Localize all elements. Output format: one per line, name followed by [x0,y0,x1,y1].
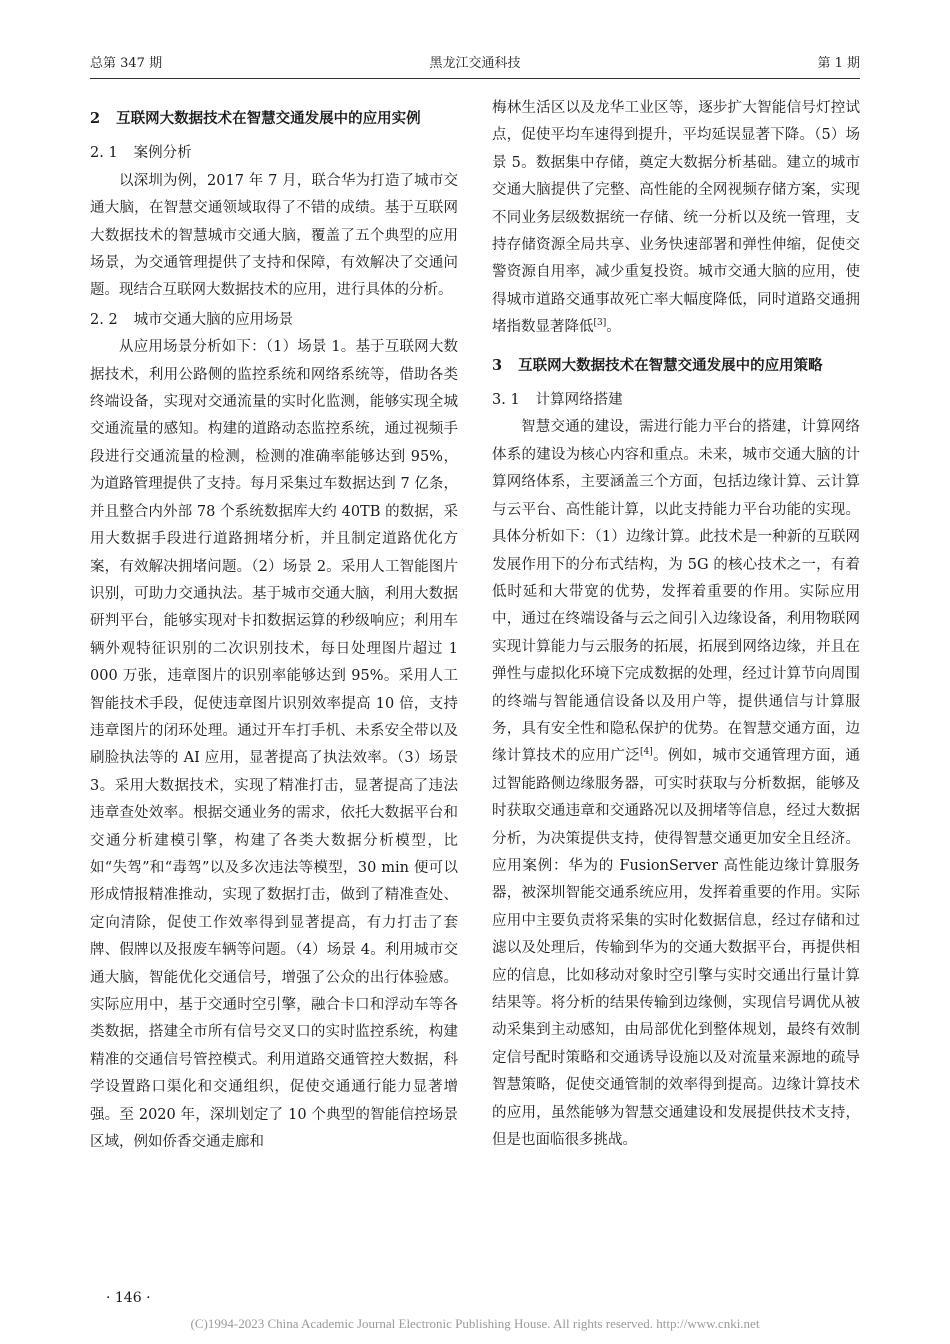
section-3-heading [492,352,860,379]
subsection-2-2-heading [90,307,458,334]
subsection-title: 城市交通大脑的应用场景 [133,311,294,328]
header-issue-number: 第 1 期 [817,56,860,71]
section-title: 互联网大数据技术在智慧交通发展中的应用实例 [116,110,421,127]
citation-ref-3: [3] [593,318,607,329]
header-issue: 总第 347 期 [90,56,163,71]
page-number: · 146 · [106,1290,151,1306]
section-number: 2 [90,110,101,127]
paragraph-computing-network [492,414,860,1154]
subsection-number: 3. 1 [492,392,520,409]
copyright-watermark: (C)1994-2023 China Academic Journal Electronic Publishing House. All rights reserved. http://www.cnki.net [190,1316,760,1331]
section-title: 互联网大数据技术在智慧交通发展中的应用策略 [518,356,823,374]
paragraph-end: 。 [606,319,621,336]
paragraph-case-analysis: 以深圳为例，2017 年 7 月，联合华为打造了城市交通大脑，在智慧交通领域取得了不错的成绩。基于互联网大数据技术的智慧城市交通大脑，覆盖了五个典型的应用场景，为交通管理提供了支持和保障，有效解决了交通问题。现结合互联网大数据技术的应用，进行具体的分析。 [90,172,458,299]
section-2-heading [90,105,458,132]
paragraph-text: 梅林生活区以及龙华工业区等，逐步扩大智能信号灯控试点，促使平均车速得到提升，平均延误显著下降。（5）场景 5。数据集中存储，奠定大数据分析基础。建立的城市交通大脑提供了完整、高性能的全网视频存储方案，实现不同业务层级数据统一存储、统一分析以及统一管理，支持存储资源全局共享、业务快速部署和弹性伸缩，促使交警资源自用率，减少重复投资。城市交通大脑的应用，使得城市道路交通事故死亡率大幅度降低，同时道路交通拥堵指数显著降低 [492,100,860,336]
subsection-number: 2. 2 [90,311,118,328]
paragraph-text: 智慧交通的建设，需进行能力平台的搭建，计算网络体系的建设为核心内容和重点。未来，城市交通大脑的计算网络体系，主要涵盖三个方面，包括边缘计算、云计算与云平台、高性能计算，以此支持能力平台功能的实现。具体分析如下：（1）边缘计算。此技术是一种新的互联网发展作用下的分布式结构，为 5G 的核心技术之一，有着低时延和大带宽的优势，发挥着重要的作用。实际应用中，通过在终端设备与云之间引入边缘设备，利用物联网实现计算能力与云服务的拓展，拓展到网络边缘，并且在弹性与虚拟化环境下完成数据的处理，经过计算节向周围的终端与智能通信设备以及用户等，提供通信与计算服务，具有安全性和隐私保护的优势。在智慧交通方面，边缘计算技术的应用广泛 [492,419,860,765]
right-column [492,95,860,1154]
subsection-3-1-heading [492,387,860,414]
subsection-title: 案例分析 [133,145,192,162]
running-header [90,50,860,74]
subsection-title: 计算网络搭建 [535,392,623,409]
paragraph-text: 。例如，城市交通管理方面，通过智能路侧边缘服务器，可实时获取与分析数据，能够及时获取交通违章和交通路况以及拥堵等信息，经过大数据分析，为决策提供支持，使得智慧交通更加安全且经济。应用案例：华为的 FusionServer 高性能边缘计算服务器，被深圳智能交通系统应用，发挥着重要的作用。实际应用中主要负责将采集的实时化数据信息，经过存储和过滤以及处理后，传输到华为的交通大数据平台，再提供相应的信息，比如移动对象时空引擎与实时交通出行量计算结果等。将分析的结果传输到边缘侧，实现信号调优从被动采集到主动感知，由局部优化到整体规划，最终有效制定信号配时策略和交通诱导设施以及对流量来源地的疏导智慧策略，促使交通管制的效率得到提高。边缘计算技术的应用，虽然能够为智慧交通建设和发展提供技术支持，但是也面临很多挑战。 [492,748,861,1149]
header-journal-name: 黑龙江交通科技 [429,56,521,71]
section-number: 3 [492,356,503,374]
paragraph-application-scenarios: 从应用场景分析如下：（1）场景 1。基于互联网大数据技术，利用公路侧的监控系统和网络系统等，借助各类终端设备，实现对交通流量的实时化监测，能够实现全城交通流量的感知。构建的道路动态监控系统，通过视频手段进行交通流量的检测，检测的准确率能够达到 95%，为道路管理提供了支持。每月采集过车数据达到 7 亿条，并且整合内外部 78 个系统数据库大约 40TB 的数据，采用大数据手段进行道路拥堵分析，并且制定道路优化方案，有效解决拥堵问题。（2）场景 2。采用人工智能图片识别，可助力交通执法。基于城市交通大脑，利用大数据研判平台，能够实现对卡扣数据运算的秒级响应；利用车辆外观特征识别的二次识别技术，每日处理图片超过 1 000 万张，违章图片的识别率能够达到 95%。采用人工智能技术手段，促使违章图片识别效率提高 10 倍，支持违章图片的闭环处理。通过开车打手机、未系安全带以及刷脸执法等的 AI 应用，显著提高了执法效率。（3）场景3。采用大数据技术，实现了精准打击，显著提高了违法违章查处效率。根据交通业务的需求，依托大数据平台和交通分析建模引擎，构建了各类大数据分析模型，比如“失驾”和“毒驾”以及多次违法等模型，30 min 便可以形成情报精准推动，实现了数据打击，做到了精准查处、定向清除，促使工作效率得到显著提高，有力打击了套牌、假牌以及报废车辆等问题。（4）场景 4。利用城市交通大脑，智能优化交通信号，增强了公众的出行体验感。实际应用中，基于交通时空引擎，融合卡口和浮动车等各类数据，搭建全市所有信号交叉口的实时监控系统，构建精准的交通信号管控模式。利用道路交通管控大数据，科学设置路口渠化和交通组织，促使交通通行能力显著增强。至 2020 年，深圳划定了 10 个典型的智能信控场景区域，例如侨香交通走廊和 [90,339,458,1151]
header-divider [90,78,860,79]
subsection-2-1-heading [90,140,458,167]
subsection-number: 2. 1 [90,145,118,162]
paragraph-application-scenarios-continued [492,95,860,342]
citation-ref-4: [4] [640,747,653,758]
left-column [90,95,458,1156]
